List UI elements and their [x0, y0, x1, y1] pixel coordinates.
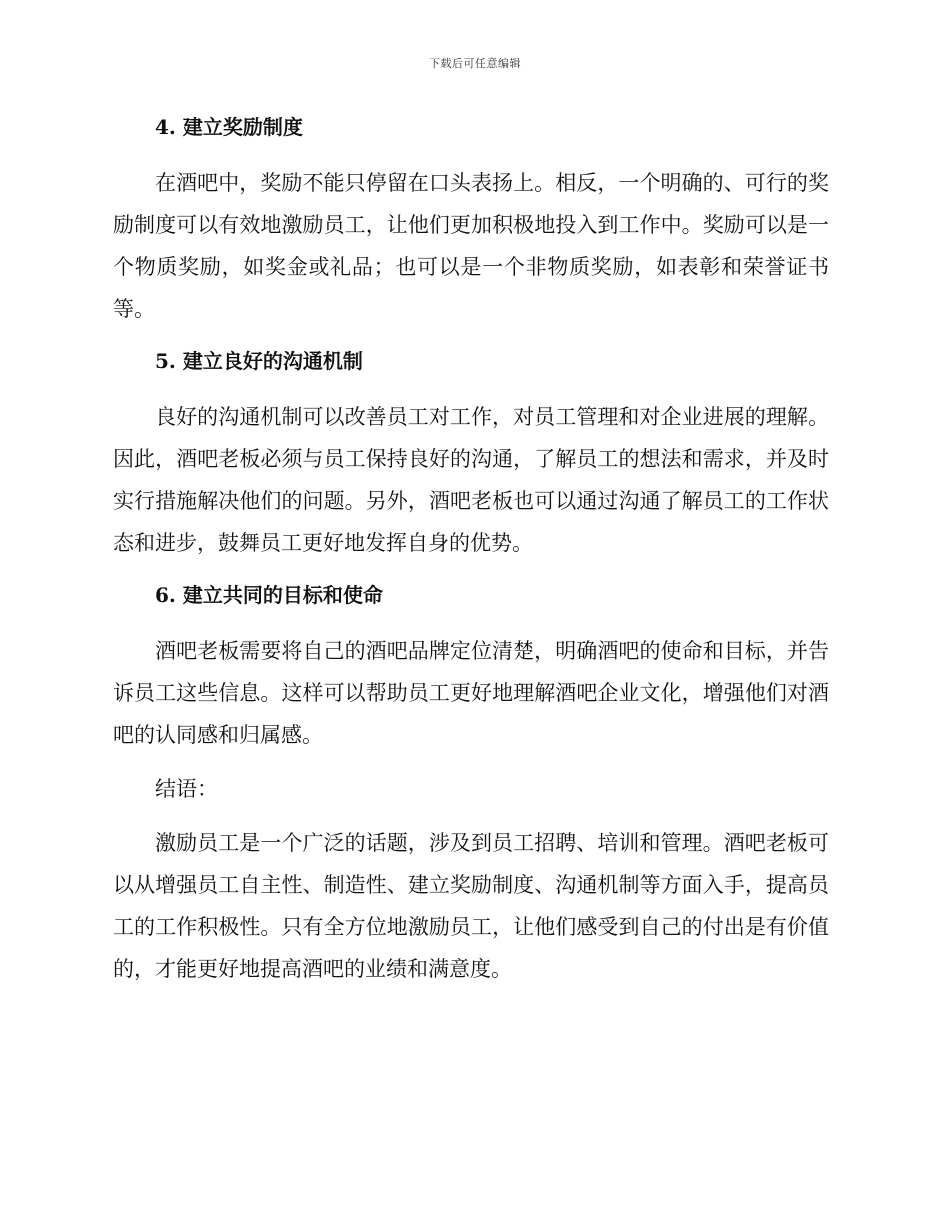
section-paragraph-6: 酒吧老板需要将自己的酒吧品牌定位清楚，明确酒吧的使命和目标，并告诉员工这些信息。这样可以帮助员工更好地理解酒吧企业文化，增强他们对酒吧的认同感和归属感。 — [113, 639, 829, 747]
section-heading-4: 4. 建立奖励制度 — [155, 115, 303, 139]
section-paragraph-4: 在酒吧中，奖励不能只停留在口头表扬上。相反，一个明确的、可行的奖励制度可以有效地激励员工，让他们更加积极地投入到工作中。奖励可以是一个物质奖励，如奖金或礼品；也可以是一个非物质奖励，如表彰和荣誉证书等。 — [113, 171, 829, 321]
section-heading-6: 6. 建立共同的目标和使命 — [155, 583, 383, 607]
conclusion-label: 结语： — [155, 777, 218, 801]
conclusion-paragraph: 激励员工是一个广泛的话题，涉及到员工招聘、培训和管理。酒吧老板可以从增强员工自主性、制造性、建立奖励制度、沟通机制等方面入手，提高员工的工作积极性。只有全方位地激励员工，让他们感受到自己的付出是有价值的，才能更好地提高酒吧的业绩和满意度。 — [113, 831, 829, 981]
header-note: 下载后可任意编辑 — [429, 57, 521, 70]
section-paragraph-5: 良好的沟通机制可以改善员工对工作，对员工管理和对企业进展的理解。因此，酒吧老板必须与员工保持良好的沟通，了解员工的想法和需求，并及时实行措施解决他们的问题。另外，酒吧老板也可以通过沟通了解员工的工作状态和进步，鼓舞员工更好地发挥自身的优势。 — [113, 405, 829, 555]
document-body — [113, 108, 829, 1002]
section-heading-5: 5. 建立良好的沟通机制 — [155, 349, 363, 373]
